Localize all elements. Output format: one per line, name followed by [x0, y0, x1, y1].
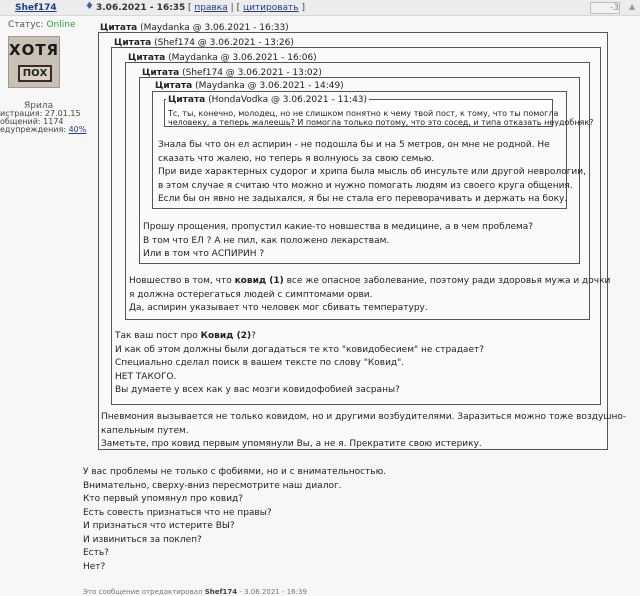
- reply-text-line: Есть совесть признаться что не правы?: [83, 508, 272, 518]
- quote-label: Цитата: [114, 38, 152, 48]
- quote-text-line: НЕТ ТАКОГО.: [115, 372, 177, 382]
- quote-label: Цитата: [128, 53, 166, 63]
- warnings-value-link[interactable]: 40%: [68, 125, 87, 134]
- quote-text-line: человеку, а теперь жалеешь? И помогла только потому, что это сосед, и типа отказать неудобняк?: [168, 118, 594, 127]
- quote-text-line: Специально сделал поиск в вашем тексте по слову "Ковид".: [115, 358, 405, 368]
- quote-text-line: [115, 331, 256, 341]
- quote-header-4: [142, 68, 322, 78]
- avatar-text-bottom: ПОХ: [18, 65, 52, 82]
- quote-text-line: Прошу прощения, пропустил какие-то новшества в медицине, а в чем проблема?: [143, 222, 534, 232]
- quote-header-1: [100, 23, 289, 33]
- quote-text-line: Да, аспирин указывает что человек мог сбивать температуру.: [129, 303, 428, 313]
- quote-meta: (Shef174 @ 3.06.2021 - 13:02): [182, 68, 322, 78]
- quote-label: Цитата: [100, 23, 138, 33]
- quote-text-line: я должна остерегаться людей с симптомами орви.: [129, 290, 373, 300]
- author-name-link[interactable]: Shef174: [15, 3, 57, 13]
- reply-text-line: И признаться что истерите ВЫ?: [83, 521, 235, 531]
- status-online: Online: [46, 20, 76, 30]
- vote-arrow-icon[interactable]: ▲: [629, 2, 636, 11]
- quote-text-line: В том что ЕЛ ? А не пил, как положено лекарствам.: [143, 236, 390, 246]
- user-messages: общений: 1174: [0, 117, 64, 126]
- link-separator: |: [230, 3, 234, 13]
- quote-text-line: И как об этом должны были догадаться те кто "ковидобесием" не страдает?: [115, 345, 484, 355]
- quote-header-2: [114, 38, 294, 48]
- quote-text-line: Если бы он явно не задыхался, я бы не стала его переворачивать и держать на боку.: [158, 194, 568, 204]
- quote-header-5: [155, 81, 344, 91]
- text-run: ?: [251, 331, 256, 341]
- text-bold-run: Ковид (2): [200, 331, 252, 341]
- quote-text-line: Тс, ты, конечно, молодец, но не слишком понятно к чему твой пост, к тому, что ты помогла: [168, 109, 559, 118]
- quote-link[interactable]: цитировать: [242, 3, 299, 13]
- quote-text-line: Заметьте, про ковид первым упомянули Вы, а не я. Прекратите свою истерику.: [101, 439, 482, 449]
- quote-header-6: [166, 95, 369, 105]
- user-sidebar: [0, 16, 87, 596]
- user-status: [8, 20, 76, 30]
- reply-text-line: И извиниться за поклеп?: [83, 535, 202, 545]
- quote-header-3: [128, 53, 317, 63]
- user-group: Ярила: [24, 101, 54, 111]
- quote-label: Цитата: [168, 95, 206, 105]
- reply-text-line: Внимательно, сверху-вниз пересмотрите наш диалог.: [83, 481, 342, 491]
- edit-link[interactable]: правка: [194, 3, 228, 13]
- reply-text-line: Кто первый упомянул про ковид?: [83, 494, 244, 504]
- quote-text-line: Знала бы что он ел аспирин - не подошла бы и на 5 метров, он мне не родной. Не: [158, 140, 550, 150]
- edit-note-suffix: - 3.06.2021 - 16:39: [237, 588, 307, 596]
- quote-label: Цитата: [155, 81, 193, 91]
- bracket-open: [: [188, 3, 192, 13]
- post-score: -3: [610, 3, 619, 13]
- quote-meta: (Maydanka @ 3.06.2021 - 16:06): [168, 53, 317, 63]
- user-registration: истрация: 27.01.15: [0, 109, 81, 118]
- text-run: Новшество в том, что: [129, 276, 235, 286]
- post-header: [0, 0, 640, 16]
- quote-text-line: [129, 276, 610, 286]
- edit-note: [83, 588, 307, 596]
- post-actions: [188, 3, 305, 13]
- reply-text-line: Нет?: [83, 562, 106, 572]
- quote-meta: (Maydanka @ 3.06.2021 - 16:33): [140, 23, 289, 33]
- warnings-label: едупреждения:: [0, 125, 67, 134]
- quote-text-line: в этом случае я считаю что можно и нужно помогать людям из своего круга общения.: [158, 181, 573, 191]
- post-link-icon[interactable]: ♦: [85, 1, 94, 12]
- edit-note-author: Shef174: [204, 588, 238, 596]
- quote-text-line: При виде характерных судорог и хрипа была мысль об инсульте или другой неврологии,: [158, 167, 586, 177]
- quote-meta: (HondaVodka @ 3.06.2021 - 11:43): [208, 95, 368, 105]
- quote-text-line: Пневмония вызывается не только ковидом, но и другими возбудителями. Заразиться можно тоже воздушно-: [101, 412, 627, 422]
- text-run: все же опасное заболевание, поэтому ради здоровья мужа и дочки: [283, 276, 611, 286]
- status-label: Статус:: [8, 20, 44, 30]
- quote-text-line: капельным путем.: [101, 426, 189, 436]
- bracket-open-2: [: [236, 3, 241, 13]
- quote-meta: (Maydanka @ 3.06.2021 - 14:49): [195, 81, 344, 91]
- quote-meta: (Shef174 @ 3.06.2021 - 13:26): [154, 38, 294, 48]
- edit-note-prefix: Это сообщение отредактировал: [83, 588, 205, 596]
- bracket-close: ]: [301, 3, 305, 13]
- avatar-text-top: ХОТЯ: [9, 41, 60, 59]
- text-bold-run: ковид (1): [234, 276, 284, 286]
- reply-text-line: У вас проблемы не только с фобиями, но и с внимательностью.: [83, 467, 387, 477]
- quote-text-line: сказать что жалею, но теперь я волнуюсь за свою семью.: [158, 154, 435, 164]
- text-run: Так ваш пост про: [115, 331, 201, 341]
- user-warnings: [0, 125, 86, 134]
- post-date: 3.06.2021 - 16:35: [96, 3, 186, 13]
- quote-label: Цитата: [142, 68, 180, 78]
- quote-text-line: Вы думаете у всех как у вас мозги ковидофобией засраны?: [115, 385, 400, 395]
- quote-text-line: Или в том что АСПИРИН ?: [143, 249, 265, 259]
- avatar: [8, 36, 60, 88]
- reply-text-line: Есть?: [83, 548, 109, 558]
